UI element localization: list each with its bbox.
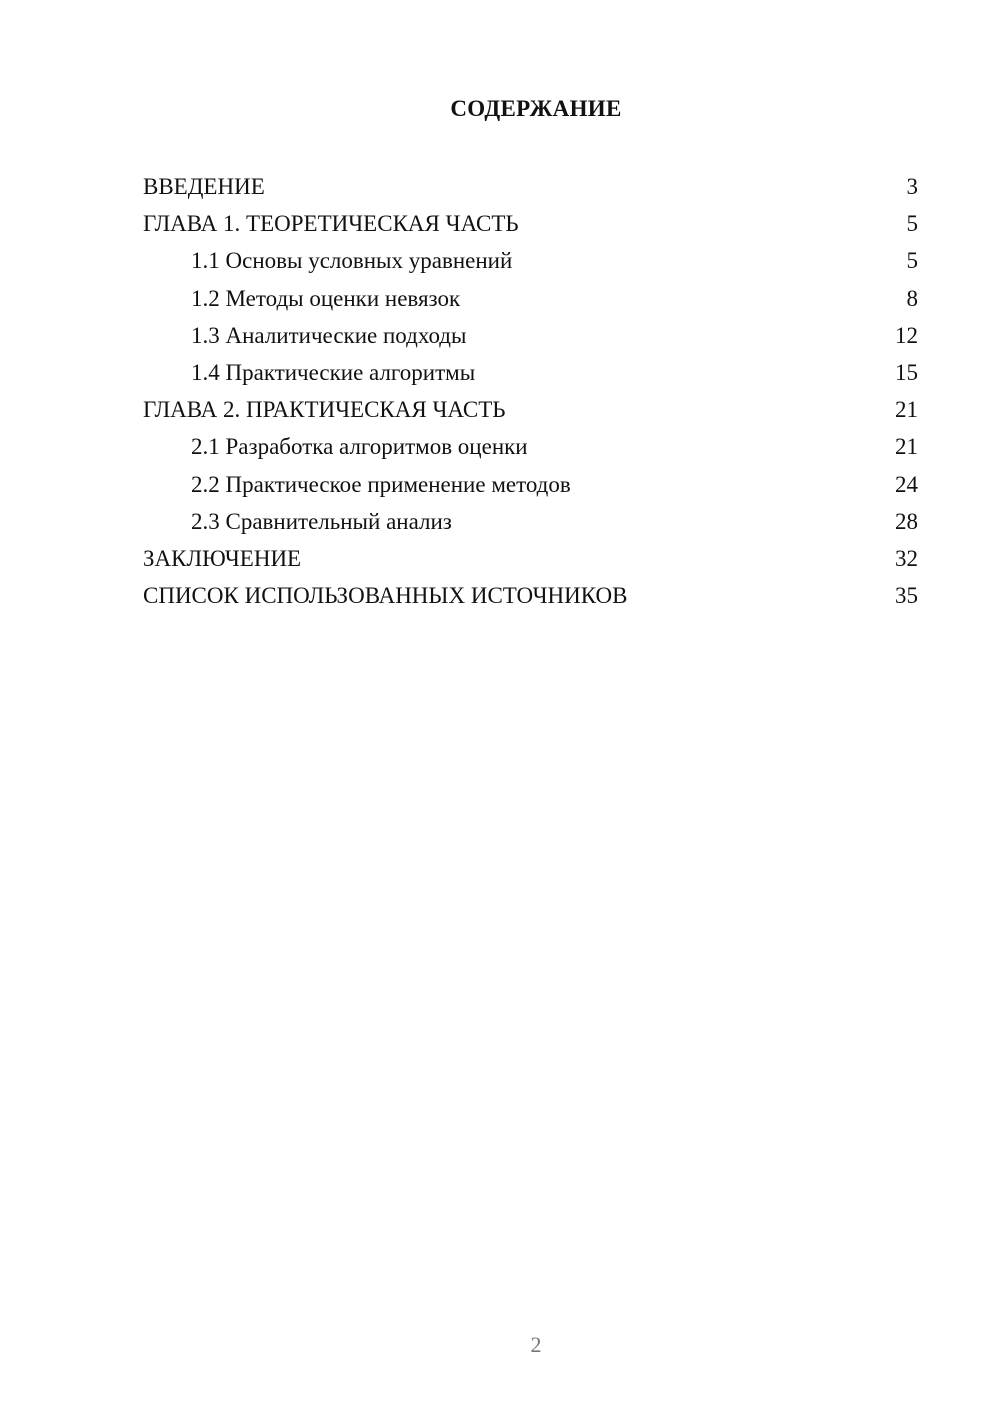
- toc-item-label: 1.2 Методы оценки невязок: [191, 285, 461, 311]
- toc-item-section-2-3[interactable]: [143, 503, 918, 540]
- table-of-contents: [143, 168, 918, 614]
- toc-item-label: 2.2 Практическое применение методов: [191, 471, 571, 497]
- page-number: 2: [530, 1332, 542, 1357]
- toc-item-page: 12: [895, 322, 918, 348]
- toc-item-section-2-1[interactable]: [143, 428, 918, 465]
- toc-item-page: 21: [895, 397, 918, 423]
- toc-item-page: 28: [895, 508, 918, 534]
- toc-item-label: 2.3 Сравнительный анализ: [191, 508, 452, 534]
- toc-item-page: 8: [906, 285, 918, 311]
- toc-item-page: 3: [906, 174, 918, 199]
- toc-item-page: 32: [895, 545, 918, 571]
- toc-item-label: 1.1 Основы условных уравнений: [191, 248, 513, 274]
- toc-item-label: ГЛАВА 2. ПРАКТИЧЕСКАЯ ЧАСТЬ: [143, 397, 506, 423]
- toc-item-page: 5: [906, 211, 918, 237]
- toc-item-page: 5: [906, 248, 918, 274]
- toc-item-section-1-2[interactable]: [143, 280, 918, 317]
- toc-item-label: СПИСОК ИСПОЛЬЗОВАННЫХ ИСТОЧНИКОВ: [143, 583, 628, 609]
- toc-item-label: ГЛАВА 1. ТЕОРЕТИЧЕСКАЯ ЧАСТЬ: [143, 211, 519, 237]
- toc-item-page: 15: [895, 359, 918, 385]
- toc-item-page: 21: [895, 434, 918, 460]
- toc-item-label: 2.1 Разработка алгоритмов оценки: [191, 434, 528, 460]
- toc-item-introduction[interactable]: [143, 168, 918, 205]
- toc-item-label: 1.3 Аналитические подходы: [191, 322, 467, 348]
- toc-item-label: ЗАКЛЮЧЕНИЕ: [143, 545, 302, 571]
- page-title: СОДЕРЖАНИЕ: [450, 96, 622, 121]
- toc-item-chapter-1[interactable]: [143, 205, 918, 242]
- toc-item-section-1-3[interactable]: [143, 317, 918, 354]
- toc-item-conclusion[interactable]: [143, 540, 918, 577]
- toc-item-section-1-1[interactable]: [143, 242, 918, 279]
- toc-item-label: 1.4 Практические алгоритмы: [191, 359, 476, 385]
- toc-item-section-2-2[interactable]: [143, 466, 918, 503]
- toc-item-chapter-2[interactable]: [143, 391, 918, 428]
- toc-item-references[interactable]: [143, 577, 918, 614]
- toc-item-page: 35: [895, 583, 918, 609]
- toc-item-section-1-4[interactable]: [143, 354, 918, 391]
- toc-item-label: ВВЕДЕНИЕ: [143, 174, 265, 199]
- toc-item-page: 24: [895, 471, 918, 497]
